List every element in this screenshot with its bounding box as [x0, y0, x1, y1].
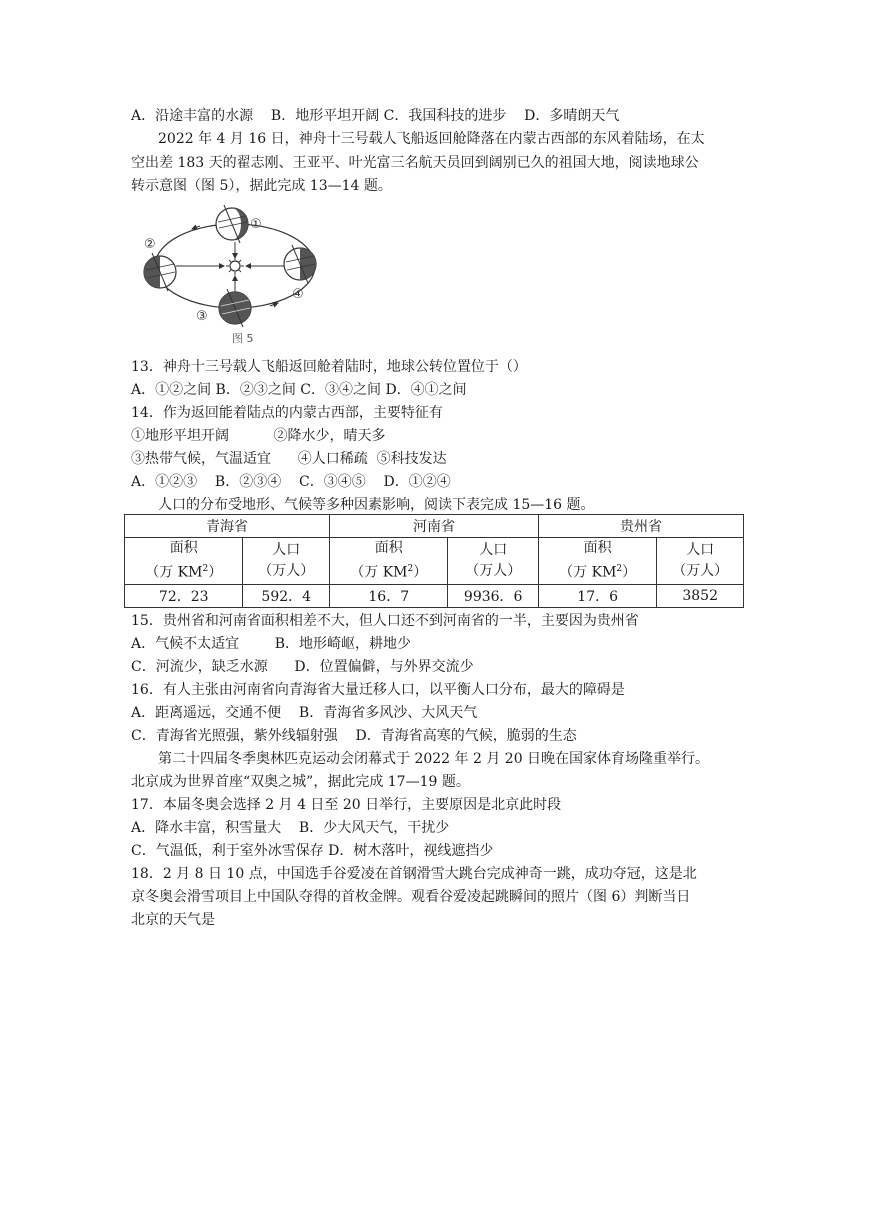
area-header: 面积 （万 $KM^2$）	[125, 538, 243, 585]
population-header: 人口 （万人）	[243, 538, 330, 585]
label-position-3: ③	[196, 309, 208, 324]
population-table	[124, 514, 744, 608]
table-intro: 人口的分布受地形、气候等多种因素影响，阅读下表完成 15—16 题。	[158, 497, 595, 513]
earth-revolution-diagram	[140, 202, 330, 347]
population-header: 人口 （万人）	[448, 538, 538, 585]
question-16-options: C．青海省光照强，紫外线辐射强 D．青海省高寒的气候，脆弱的生态	[131, 728, 577, 744]
question-15-options: C．河流少，缺乏水源 D．位置偏僻，与外界交流少	[131, 659, 474, 675]
question-17-options: C．气温低，利于室外冰雪保存 D．树木落叶，视线遮挡少	[131, 843, 494, 859]
province-header: 河南省	[330, 515, 539, 538]
question-14-statements: ③热带气候，气温适宜 ④人口稀疏 ⑤科技发达	[131, 451, 447, 467]
label-position-4: ④	[292, 287, 304, 302]
table-cell: 3852	[657, 584, 744, 607]
label-position-1: ①	[250, 217, 262, 232]
earth-position-3	[219, 289, 251, 327]
area-header: 面积 （万 $KM^2$）	[538, 538, 656, 585]
earth-position-2	[144, 253, 176, 291]
question-16-options: A．距离遥远，交通不便 B．青海省多风沙、大风天气	[131, 705, 478, 721]
passage-text: 第二十四届冬季奥林匹克运动会闭幕式于 2022 年 2 月 20 日晚在国家体育场隆重举行。	[158, 751, 710, 767]
table-cell: 592．4	[243, 584, 330, 607]
figure-caption: 图 5	[232, 332, 254, 345]
passage-text: 空出差 183 天的翟志刚、王亚平、叶光富三名航天员回到阔别已久的祖国大地，阅读地球公	[131, 155, 699, 171]
earth-position-4	[284, 245, 316, 283]
question-18: 18．2 月 8 日 10 点，中国选手谷爱凌在首钢滑雪大跳台完成神奇一跳，成功夺冠，这是北	[131, 866, 697, 882]
question-18: 北京的天气是	[131, 912, 215, 928]
table-cell: 17．6	[538, 584, 656, 607]
table-cell: 9936．6	[448, 584, 538, 607]
sun-icon	[226, 257, 244, 275]
question-13-options: A．①②之间 B．②③之间 C．③④之间 D．④①之间	[131, 382, 467, 398]
question-18: 京冬奥会滑雪项目上中国队夺得的首枚金牌。观看谷爱凌起跳瞬间的照片（图 6）判断当日	[131, 889, 691, 905]
question-15: 15．贵州省和河南省面积相差不大，但人口还不到河南省的一半，主要因为贵州省	[131, 613, 639, 629]
table-cell: 72．23	[125, 584, 243, 607]
question-14-options: A．①②③ B．②③④ C．③④⑤ D．①②④	[131, 474, 451, 490]
passage-text: 北京成为世界首座“双奥之城”，据此完成 17—19 题。	[131, 774, 470, 790]
question-14: 14．作为返回能着陆点的内蒙古西部，主要特征有	[131, 405, 443, 421]
question-14-statements: ①地形平坦开阔 ②降水少，晴天多	[131, 428, 386, 444]
population-header: 人口 （万人）	[657, 538, 744, 585]
table-cell: 16．7	[330, 584, 448, 607]
question-17: 17．本届冬奥会选择 2 月 4 日至 20 日举行，主要原因是北京此时段	[131, 797, 562, 813]
passage-text: 转示意图（图 5），据此完成 13—14 题。	[131, 178, 392, 194]
earth-position-1	[216, 205, 248, 243]
label-position-2: ②	[144, 237, 156, 252]
q12-options: A．沿途丰富的水源 B．地形平坦开阔 C．我国科技的进步 D．多晴朗天气	[131, 108, 620, 124]
province-header: 青海省	[125, 515, 330, 538]
province-header: 贵州省	[538, 515, 743, 538]
question-16: 16．有人主张由河南省向青海省大量迁移人口，以平衡人口分布，最大的障碍是	[131, 682, 625, 698]
question-17-options: A．降水丰富，积雪量大 B．少大风天气，干扰少	[131, 820, 450, 836]
passage-text: 2022 年 4 月 16 日，神舟十三号载人飞船返回舱降落在内蒙古西部的东风着陆场，在太	[158, 131, 705, 147]
question-13: 13．神舟十三号载人飞船返回舱着陆时，地球公转位置位于（）	[131, 359, 527, 375]
area-header: 面积 （万 $KM^2$）	[330, 538, 448, 585]
question-15-options: A．气候不太适宜 B．地形崎岖，耕地少	[131, 636, 411, 652]
